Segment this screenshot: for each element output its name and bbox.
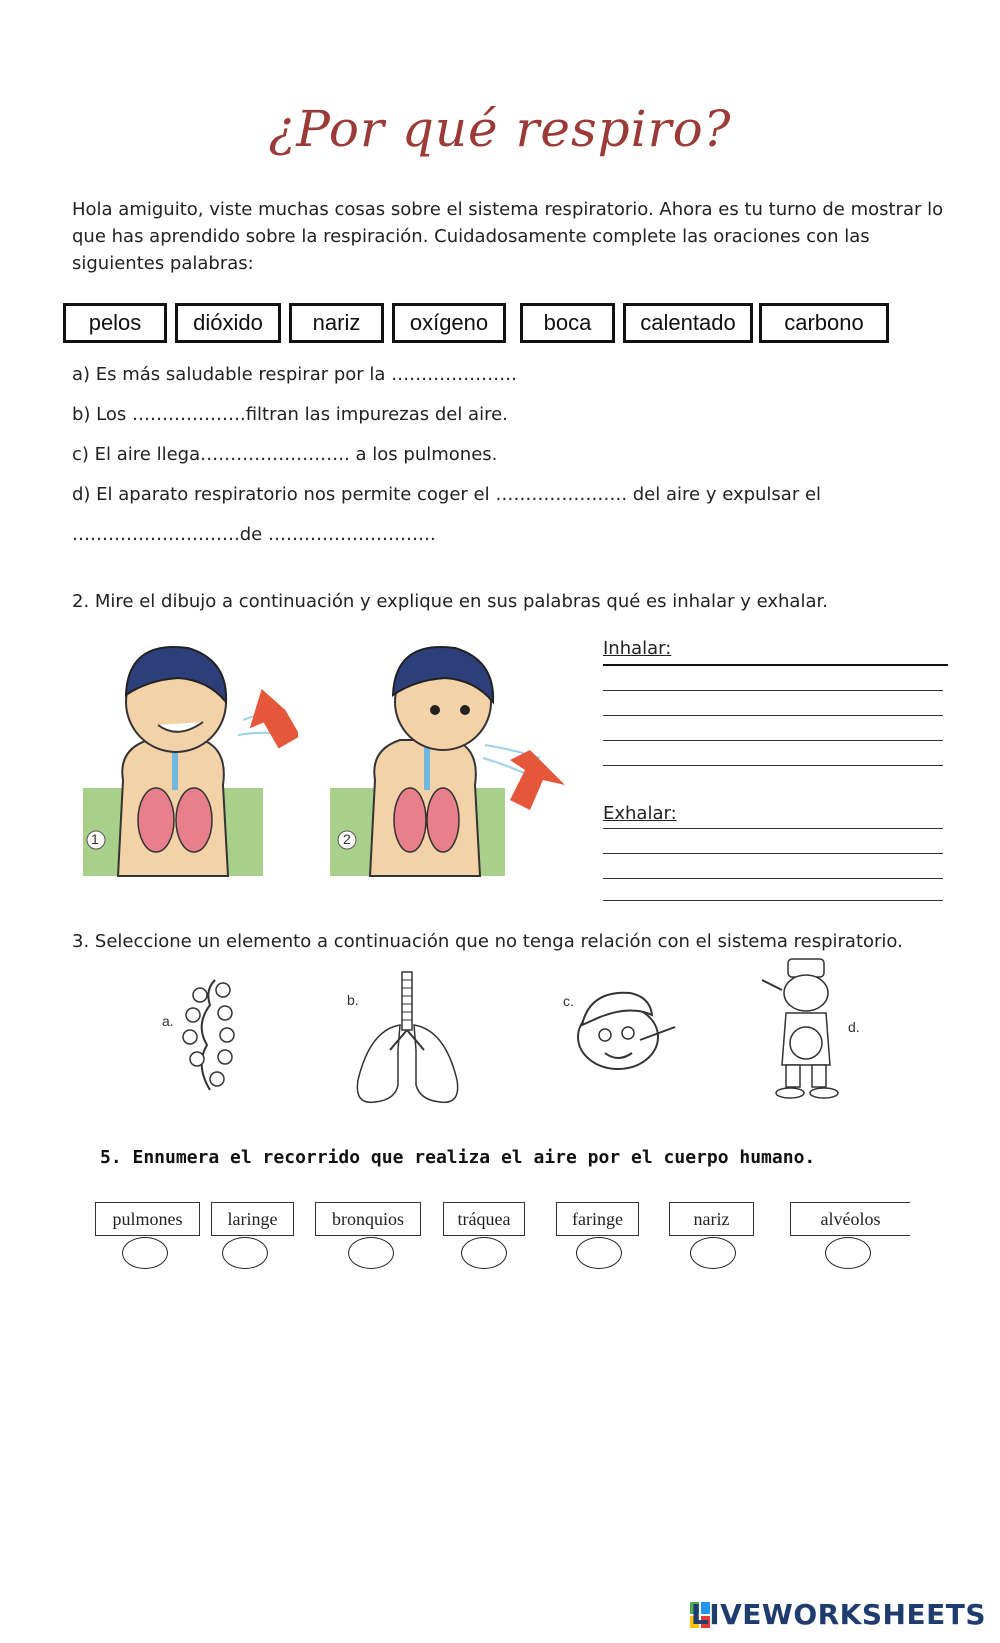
alveoli-drawing-icon[interactable]	[175, 975, 245, 1095]
inhale-label: Inhalar:	[603, 638, 672, 659]
figure-number-1: 1	[91, 831, 99, 847]
order-item-box: pulmones	[95, 1202, 200, 1236]
order-item-box: faringe	[556, 1202, 639, 1236]
order-item-box: laringe	[211, 1202, 294, 1236]
word-bank-item[interactable]: oxígeno	[392, 303, 506, 343]
sentence-d: d) El aparato respiratorio nos permite coger el …………………. del aire y expulsar el	[72, 484, 822, 505]
option-c-label: c.	[563, 993, 574, 1009]
figure-number-2: 2	[343, 831, 351, 847]
exhale-answer-line[interactable]	[603, 878, 943, 879]
word-bank-item[interactable]: boca	[520, 303, 615, 343]
option-d-label: d.	[848, 1019, 860, 1035]
exhale-label: Exhalar:	[603, 803, 677, 824]
inhale-illustration	[78, 640, 298, 880]
worksheet-title: ¿Por qué respiro?	[268, 100, 732, 158]
word-bank-item[interactable]: pelos	[63, 303, 167, 343]
order-item-box: alvéolos	[790, 1202, 910, 1236]
sentence-c: c) El aire llega……………………. a los pulmones.	[72, 444, 498, 465]
order-number-oval[interactable]	[122, 1237, 168, 1269]
inhale-answer-line[interactable]	[603, 690, 943, 691]
character-with-ball-drawing-icon[interactable]	[760, 955, 850, 1100]
order-number-oval[interactable]	[348, 1237, 394, 1269]
child-face-drawing-icon[interactable]	[570, 985, 680, 1075]
lungs-drawing-icon[interactable]	[350, 970, 465, 1110]
order-number-oval[interactable]	[576, 1237, 622, 1269]
word-bank-item[interactable]: carbono	[759, 303, 889, 343]
order-number-oval[interactable]	[690, 1237, 736, 1269]
liveworksheets-brand[interactable]: LIVEWORKSHEETS	[690, 1598, 986, 1631]
exhale-answer-line[interactable]	[603, 828, 943, 829]
exhale-answer-line[interactable]	[603, 900, 943, 901]
option-b-label: b.	[347, 992, 359, 1008]
exhale-answer-line[interactable]	[603, 853, 943, 854]
word-bank-item[interactable]: dióxido	[175, 303, 281, 343]
inhale-answer-line[interactable]	[603, 715, 943, 716]
word-bank-item[interactable]: calentado	[623, 303, 753, 343]
sentence-d-continued: ……………………….de ……………………….	[72, 524, 436, 545]
question-2: 2. Mire el dibujo a continuación y explique en sus palabras qué es inhalar y exhalar.	[72, 591, 828, 612]
word-bank-item[interactable]: nariz	[289, 303, 384, 343]
inhale-answer-line[interactable]	[603, 664, 948, 666]
exhale-illustration	[325, 640, 575, 880]
order-number-oval[interactable]	[825, 1237, 871, 1269]
sentence-a: a) Es más saludable respirar por la …………………	[72, 364, 518, 385]
intro-paragraph: Hola amiguito, viste muchas cosas sobre el sistema respiratorio. Ahora es tu turno de mostrar lo que has aprendido sobre la respiración. Cuidadosamente complete las oraciones con las siguientes palabras:	[72, 199, 944, 274]
order-item-box: tráquea	[443, 1202, 525, 1236]
question-3: 3. Seleccione un elemento a continuación que no tenga relación con el sistema respiratorio.	[72, 931, 903, 952]
order-item-box: nariz	[669, 1202, 754, 1236]
section-5-heading: 5. Ennumera el recorrido que realiza el aire por el cuerpo humano.	[100, 1147, 816, 1168]
inhale-answer-line[interactable]	[603, 740, 943, 741]
order-number-oval[interactable]	[222, 1237, 268, 1269]
sentence-b: b) Los ……………….filtran las impurezas del aire.	[72, 404, 508, 425]
order-item-box: bronquios	[315, 1202, 421, 1236]
inhale-answer-line[interactable]	[603, 765, 943, 766]
option-a-label: a.	[162, 1013, 174, 1029]
order-number-oval[interactable]	[461, 1237, 507, 1269]
